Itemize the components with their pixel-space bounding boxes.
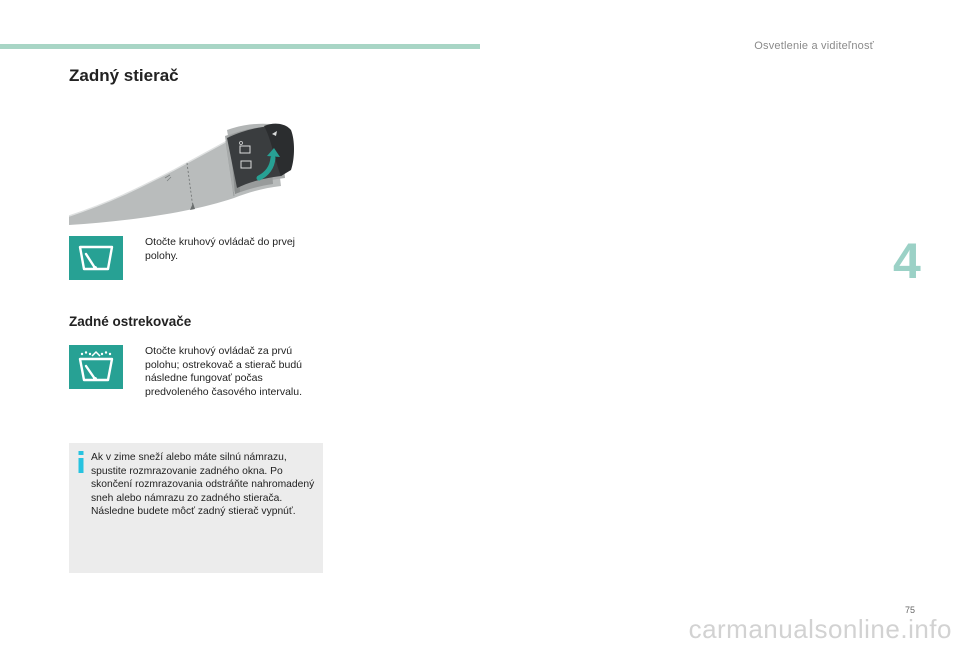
instruction-text: Otočte kruhový ovládač do prvej polohy. <box>145 236 295 262</box>
rear-wiper-icon-box <box>69 236 123 280</box>
rear-washer-icon <box>76 350 116 384</box>
watermark: carmanualsonline.info <box>688 614 952 644</box>
header-bar <box>0 44 480 49</box>
instruction-text: Otočte kruhový ovládač za prvú polohu; ostrekovač a stierač budú následne fungovať počas predvoleného časového intervalu. <box>145 345 303 398</box>
rear-wiper-icon <box>76 241 116 275</box>
info-box <box>69 443 323 573</box>
section-title: Zadný stierač <box>69 66 179 85</box>
page-number: 75 <box>905 605 916 615</box>
rear-washer-icon-box <box>69 345 123 389</box>
subsection-title: Zadné ostrekovače <box>69 314 192 329</box>
chapter-number: 4 <box>893 233 921 289</box>
info-text: Ak v zime sneží alebo máte silnú námrazu, spustite rozmrazovanie zadného okna. Po skončení rozmrazovania odstráňte nahromadený sneh alebo námrazu zo zadného stierača. Následne budete môcť zadný stierač vypnúť. <box>91 452 315 518</box>
wiper-stalk-illustration <box>69 108 323 225</box>
chapter-title: Osvetlenie a viditeľnosť <box>754 40 874 52</box>
info-icon <box>77 451 85 473</box>
